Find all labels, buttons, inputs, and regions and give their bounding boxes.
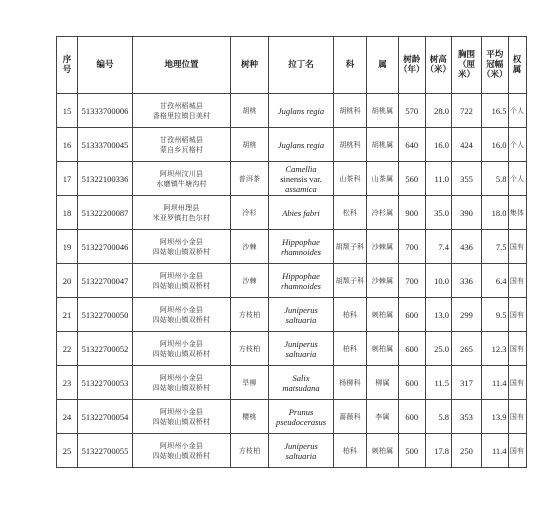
cell-seq: 19	[57, 230, 78, 264]
table-row	[57, 400, 527, 434]
cell-latin: Camellia sinensis var. assamica	[269, 162, 334, 196]
header-latin: 拉丁名	[269, 37, 334, 94]
cell-girth: 299	[452, 298, 482, 332]
cell-seq: 20	[57, 264, 78, 298]
table-row	[57, 196, 527, 230]
cell-species: 普洱茶	[231, 162, 269, 196]
cell-family: 杨柳科	[334, 366, 367, 400]
cell-crown: 18.0	[482, 196, 509, 230]
table-row	[57, 332, 527, 366]
cell-genus: 刺柏属	[367, 298, 399, 332]
header-crown: 平均 冠幅 （米）	[482, 37, 509, 94]
cell-height: 17.8	[425, 434, 452, 468]
cell-crown: 11.4	[482, 366, 509, 400]
cell-age: 570	[399, 94, 426, 128]
cell-latin: Salix matsudana	[269, 366, 334, 400]
cell-age: 700	[399, 230, 426, 264]
cell-genus: 刺柏属	[367, 332, 399, 366]
cell-species: 胡桃	[231, 128, 269, 162]
cell-family: 松科	[334, 196, 367, 230]
cell-family: 柏科	[334, 298, 367, 332]
cell-crown: 16.0	[482, 128, 509, 162]
cell-girth: 722	[452, 94, 482, 128]
cell-crown: 7.5	[482, 230, 509, 264]
cell-location: 阿坝州小金县 四姑娘山镇双桥村	[133, 230, 231, 264]
cell-species: 方枝柏	[231, 434, 269, 468]
cell-latin: Juglans regia	[269, 94, 334, 128]
cell-girth: 436	[452, 230, 482, 264]
cell-height: 10.0	[425, 264, 452, 298]
cell-seq: 15	[57, 94, 78, 128]
cell-latin: Juniperus saltuaria	[269, 434, 334, 468]
cell-code: 51322700055	[78, 434, 133, 468]
header-species: 树种	[231, 37, 269, 94]
table-row	[57, 128, 527, 162]
cell-seq: 23	[57, 366, 78, 400]
cell-owner: 国有	[508, 400, 526, 434]
header-height: 树高 （米）	[425, 37, 452, 94]
cell-code: 51333700045	[78, 128, 133, 162]
cell-crown: 12.3	[482, 332, 509, 366]
cell-seq: 16	[57, 128, 78, 162]
cell-species: 旱柳	[231, 366, 269, 400]
cell-latin: Abies fabri	[269, 196, 334, 230]
cell-height: 5.8	[425, 400, 452, 434]
ancient-tree-table	[56, 36, 527, 468]
cell-owner: 个人	[508, 162, 526, 196]
cell-species: 方枝柏	[231, 332, 269, 366]
cell-seq: 21	[57, 298, 78, 332]
cell-code: 51322100336	[78, 162, 133, 196]
cell-crown: 5.8	[482, 162, 509, 196]
header-age: 树龄 （年）	[399, 37, 426, 94]
cell-age: 500	[399, 434, 426, 468]
cell-seq: 17	[57, 162, 78, 196]
cell-location: 甘孜州稻城县 蒙自乡瓦格村	[133, 128, 231, 162]
cell-genus: 李属	[367, 400, 399, 434]
cell-location: 阿坝州小金县 四姑娘山镇双桥村	[133, 298, 231, 332]
cell-latin: Prunus pseudocerasus	[269, 400, 334, 434]
cell-height: 7.4	[425, 230, 452, 264]
cell-location: 甘孜州稻城县 香格里拉镇日美村	[133, 94, 231, 128]
cell-location: 阿坝州小金县 四姑娘山镇双桥村	[133, 400, 231, 434]
cell-age: 900	[399, 196, 426, 230]
cell-girth: 355	[452, 162, 482, 196]
cell-code: 51322700053	[78, 366, 133, 400]
cell-family: 蔷薇科	[334, 400, 367, 434]
cell-species: 樱桃	[231, 400, 269, 434]
cell-crown: 11.4	[482, 434, 509, 468]
header-location: 地理位置	[133, 37, 231, 94]
cell-species: 沙棘	[231, 230, 269, 264]
cell-crown: 16.5	[482, 94, 509, 128]
cell-code: 51322700047	[78, 264, 133, 298]
cell-height: 35.0	[425, 196, 452, 230]
cell-latin: Juniperus saltuaria	[269, 298, 334, 332]
cell-genus: 沙棘属	[367, 230, 399, 264]
cell-genus: 柳属	[367, 366, 399, 400]
table-row	[57, 94, 527, 128]
cell-family: 胡桃科	[334, 94, 367, 128]
table-row	[57, 264, 527, 298]
cell-genus: 刺柏属	[367, 434, 399, 468]
cell-genus: 胡桃属	[367, 94, 399, 128]
cell-location: 阿坝州小金县 四姑娘山镇双桥村	[133, 264, 231, 298]
cell-species: 方枝柏	[231, 298, 269, 332]
cell-height: 11.0	[425, 162, 452, 196]
cell-family: 山茶科	[334, 162, 367, 196]
cell-owner: 国有	[508, 264, 526, 298]
cell-seq: 24	[57, 400, 78, 434]
cell-family: 胡颓子科	[334, 230, 367, 264]
cell-girth: 250	[452, 434, 482, 468]
cell-code: 51322700050	[78, 298, 133, 332]
cell-latin: Hippophae rhamnoides	[269, 230, 334, 264]
cell-owner: 国有	[508, 366, 526, 400]
cell-genus: 沙棘属	[367, 264, 399, 298]
cell-girth: 336	[452, 264, 482, 298]
table-row	[57, 434, 527, 468]
cell-age: 600	[399, 332, 426, 366]
cell-seq: 18	[57, 196, 78, 230]
header-family: 科	[334, 37, 367, 94]
cell-age: 700	[399, 264, 426, 298]
cell-location: 阿坝州小金县 四姑娘山镇双桥村	[133, 434, 231, 468]
header-row	[57, 37, 527, 94]
table-row	[57, 298, 527, 332]
cell-owner: 个人	[508, 94, 526, 128]
header-girth: 胸围 （厘米）	[452, 37, 482, 94]
table-row	[57, 162, 527, 196]
cell-location: 阿坝州小金县 四姑娘山镇双桥村	[133, 366, 231, 400]
cell-age: 600	[399, 298, 426, 332]
cell-owner: 国有	[508, 230, 526, 264]
cell-girth: 353	[452, 400, 482, 434]
cell-genus: 胡桃属	[367, 128, 399, 162]
table-body	[57, 94, 527, 468]
cell-age: 600	[399, 366, 426, 400]
header-genus: 属	[367, 37, 399, 94]
cell-family: 胡颓子科	[334, 264, 367, 298]
table-row	[57, 230, 527, 264]
cell-species: 沙棘	[231, 264, 269, 298]
cell-latin: Hippophae rhamnoides	[269, 264, 334, 298]
cell-crown: 13.9	[482, 400, 509, 434]
cell-code: 51322700054	[78, 400, 133, 434]
cell-seq: 25	[57, 434, 78, 468]
cell-height: 11.5	[425, 366, 452, 400]
cell-genus: 冷杉属	[367, 196, 399, 230]
cell-species: 冷杉	[231, 196, 269, 230]
cell-height: 28.0	[425, 94, 452, 128]
cell-girth: 390	[452, 196, 482, 230]
cell-genus: 山茶属	[367, 162, 399, 196]
cell-girth: 424	[452, 128, 482, 162]
cell-code: 51333700006	[78, 94, 133, 128]
cell-family: 柏科	[334, 332, 367, 366]
cell-owner: 国有	[508, 434, 526, 468]
cell-latin: Juniperus saltuaria	[269, 332, 334, 366]
cell-height: 16.0	[425, 128, 452, 162]
header-owner: 权 属	[508, 37, 526, 94]
cell-age: 560	[399, 162, 426, 196]
cell-age: 600	[399, 400, 426, 434]
cell-species: 胡桃	[231, 94, 269, 128]
cell-girth: 317	[452, 366, 482, 400]
cell-location: 阿坝州理县 米亚罗镇打色尔村	[133, 196, 231, 230]
cell-age: 640	[399, 128, 426, 162]
cell-code: 51322700046	[78, 230, 133, 264]
cell-height: 13.0	[425, 298, 452, 332]
table-row	[57, 366, 527, 400]
cell-location: 阿坝州汶川县 水磨镇牛塘沟村	[133, 162, 231, 196]
cell-seq: 22	[57, 332, 78, 366]
cell-owner: 国有	[508, 332, 526, 366]
cell-owner: 集体	[508, 196, 526, 230]
cell-owner: 国有	[508, 298, 526, 332]
cell-crown: 9.5	[482, 298, 509, 332]
cell-girth: 265	[452, 332, 482, 366]
cell-code: 51322700052	[78, 332, 133, 366]
cell-height: 25.0	[425, 332, 452, 366]
cell-owner: 个人	[508, 128, 526, 162]
cell-family: 柏科	[334, 434, 367, 468]
cell-location: 阿坝州小金县 四姑娘山镇双桥村	[133, 332, 231, 366]
header-seq: 序 号	[57, 37, 78, 94]
header-code: 编号	[78, 37, 133, 94]
cell-family: 胡桃科	[334, 128, 367, 162]
cell-code: 51322200087	[78, 196, 133, 230]
cell-crown: 6.4	[482, 264, 509, 298]
cell-latin: Juglans regia	[269, 128, 334, 162]
